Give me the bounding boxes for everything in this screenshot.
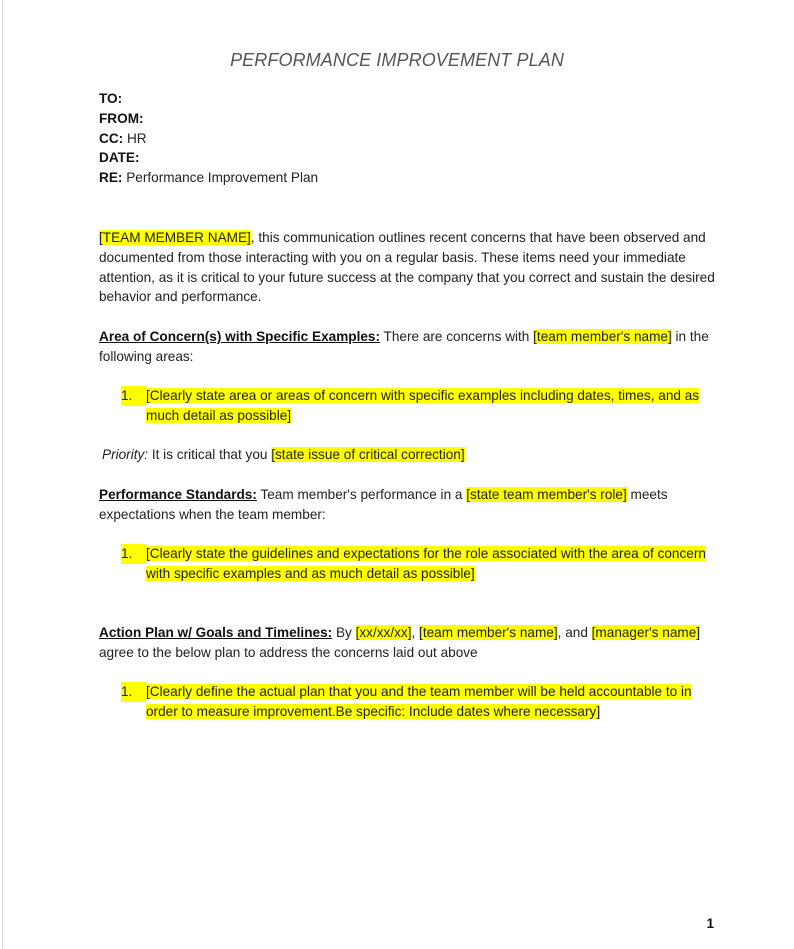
memo-to-line — [99, 89, 719, 109]
list-item — [121, 544, 721, 584]
priority-text: It is critical that you — [148, 447, 272, 462]
standards-item-text: [Clearly state the guidelines and expectations for the role associated with the area of concern with specific examples and as much detail as possible] — [146, 546, 706, 581]
memo-cc-line — [99, 129, 719, 149]
memo-to-label: TO: — [99, 91, 123, 106]
action-plan-text-after: agree to the below plan to address the concerns laid out above — [99, 644, 478, 660]
memo-header — [99, 89, 719, 188]
memo-from-line — [99, 109, 719, 129]
memo-cc-label: CC: — [99, 130, 124, 146]
team-member-name-placeholder: [TEAM MEMBER NAME] — [99, 230, 251, 245]
memo-date-label: DATE: — [99, 150, 140, 166]
concerns-heading: Area of Concern(s) with Specific Examples: — [99, 329, 381, 344]
memo-cc-value: HR — [126, 130, 147, 146]
list-item-number: 1. — [121, 682, 146, 702]
page-edge-divider — [2, 0, 3, 949]
action-plan-comma: , — [411, 625, 420, 640]
document-title: PERFORMANCE IMPROVEMENT PLAN — [230, 50, 564, 70]
list-item-number: 1. — [121, 386, 146, 406]
action-plan-manager-placeholder: [manager's name] — [591, 625, 701, 640]
priority-paragraph — [102, 445, 722, 465]
action-plan-text-by: By — [332, 625, 356, 640]
standards-role-placeholder: [state team member's role] — [466, 487, 627, 502]
list-item — [121, 682, 721, 722]
memo-from-label: FROM: — [99, 110, 144, 126]
action-plan-list — [121, 682, 721, 722]
intro-text: , this communication outlines recent concerns that have been observed and documented from those interacting with you on a regular basis. These items need your immediate attention, as it is critical to your future success at the company that you correct and sustain the desired behavior and performance. — [99, 230, 715, 305]
page-number: 1 — [706, 916, 714, 931]
action-plan-item-text: [Clearly define the actual plan that you and the team member will be held accountable to in order to measure improvement.Be specific: Include dates where necessary] — [146, 684, 692, 719]
action-plan-date-placeholder: [xx/xx/xx] — [355, 625, 412, 640]
memo-date-line — [99, 148, 719, 168]
standards-text-before: Team member's performance in a — [256, 487, 467, 502]
memo-re-line — [99, 168, 719, 188]
intro-paragraph — [99, 228, 719, 307]
concerns-item-text: [Clearly state area or areas of concern with specific examples including dates, times, and as much detail as possible] — [146, 388, 700, 423]
list-item — [121, 386, 721, 426]
standards-paragraph — [99, 485, 719, 525]
concerns-text-after: in the following areas: — [99, 329, 709, 364]
list-item-number: 1. — [121, 544, 146, 564]
concerns-paragraph — [99, 327, 719, 367]
priority-placeholder: [state issue of critical correction] — [271, 447, 465, 462]
standards-text-after: meets expectations when the team member: — [99, 487, 668, 522]
action-plan-paragraph — [99, 623, 719, 663]
concerns-member-placeholder: [team member's name] — [533, 329, 672, 344]
priority-label: Priority: — [102, 447, 149, 462]
standards-list — [121, 544, 721, 584]
action-plan-member-placeholder: [team member's name] — [419, 625, 558, 640]
memo-re-label: RE: — [99, 170, 123, 186]
concerns-list — [121, 386, 721, 426]
standards-heading: Performance Standards: — [99, 487, 257, 502]
action-plan-text-and: , and — [557, 625, 592, 640]
concerns-text-before: There are concerns with — [380, 329, 534, 344]
action-plan-heading: Action Plan w/ Goals and Timelines: — [99, 625, 333, 640]
memo-re-value: Performance Improvement Plan — [126, 170, 319, 186]
